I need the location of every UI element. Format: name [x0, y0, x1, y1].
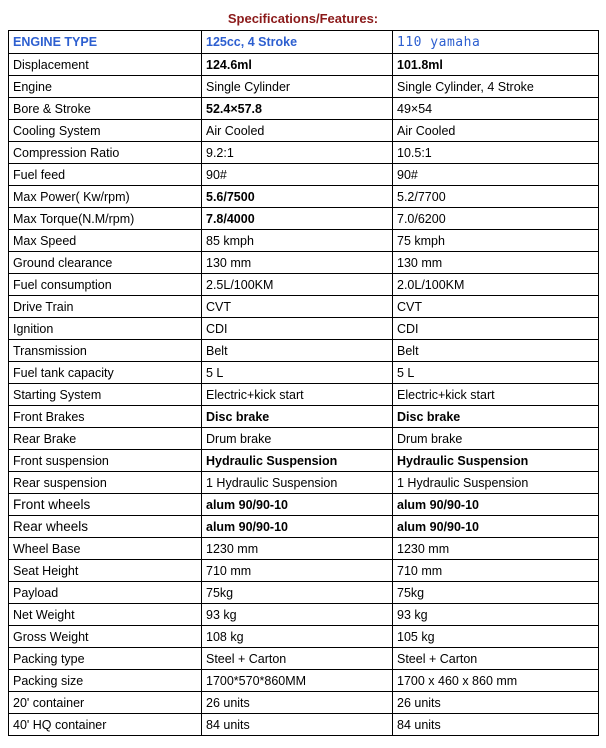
spec-row: [9, 538, 599, 560]
header-row: [9, 31, 599, 54]
spec-row: [9, 274, 599, 296]
spec-value-model-b: 2.0L/100KM: [393, 274, 599, 296]
spec-value-model-b: 1700 x 460 x 860 mm: [393, 670, 599, 692]
spec-value-model-a: alum 90/90-10: [202, 494, 393, 516]
spec-label: Packing type: [9, 648, 202, 670]
spec-value-model-a: Belt: [202, 340, 393, 362]
spec-row: [9, 670, 599, 692]
spec-value-model-a: 108 kg: [202, 626, 393, 648]
spec-label: Compression Ratio: [9, 142, 202, 164]
spec-label: Ignition: [9, 318, 202, 340]
spec-row: [9, 340, 599, 362]
spec-row: [9, 318, 599, 340]
spec-value-model-a: 1700*570*860MM: [202, 670, 393, 692]
spec-value-model-a: 1 Hydraulic Suspension: [202, 472, 393, 494]
spec-table-body: [9, 31, 599, 736]
spec-row: [9, 428, 599, 450]
sheet-title: Specifications/Features:: [227, 11, 379, 26]
spec-row: [9, 296, 599, 318]
spec-label: Transmission: [9, 340, 202, 362]
spec-value-model-b: 93 kg: [393, 604, 599, 626]
spec-value-model-b: 10.5:1: [393, 142, 599, 164]
spec-value-model-a: 90#: [202, 164, 393, 186]
spec-label: 40' HQ container: [9, 714, 202, 736]
spec-value-model-a: Hydraulic Suspension: [202, 450, 393, 472]
spec-value-model-a: alum 90/90-10: [202, 516, 393, 538]
spec-row: [9, 186, 599, 208]
spec-value-model-b: 1 Hydraulic Suspension: [393, 472, 599, 494]
spec-value-model-a: 84 units: [202, 714, 393, 736]
spec-value-model-a: Electric+kick start: [202, 384, 393, 406]
spec-value-model-b: 5 L: [393, 362, 599, 384]
spec-row: [9, 54, 599, 76]
spec-row: [9, 604, 599, 626]
spec-label: Starting System: [9, 384, 202, 406]
spec-value-model-a: 130 mm: [202, 252, 393, 274]
spec-value-model-b: 710 mm: [393, 560, 599, 582]
spec-label: Displacement: [9, 54, 202, 76]
spec-row: [9, 230, 599, 252]
spec-value-model-a: Disc brake: [202, 406, 393, 428]
spec-value-model-b: Belt: [393, 340, 599, 362]
spec-value-model-b: Single Cylinder, 4 Stroke: [393, 76, 599, 98]
spec-label: Cooling System: [9, 120, 202, 142]
spec-value-model-b: alum 90/90-10: [393, 494, 599, 516]
spec-value-model-b: 90#: [393, 164, 599, 186]
spec-value-model-a: CDI: [202, 318, 393, 340]
spec-value-model-b: Air Cooled: [393, 120, 599, 142]
spec-sheet: [8, 8, 598, 736]
header-model-a: 125cc, 4 Stroke: [202, 31, 393, 54]
spec-row: [9, 142, 599, 164]
spec-value-model-b: Steel + Carton: [393, 648, 599, 670]
spec-label: Net Weight: [9, 604, 202, 626]
spec-row: [9, 714, 599, 736]
spec-row: [9, 362, 599, 384]
spec-value-model-a: 1230 mm: [202, 538, 393, 560]
spec-label: Front Brakes: [9, 406, 202, 428]
spec-value-model-a: Steel + Carton: [202, 648, 393, 670]
spec-row: [9, 560, 599, 582]
spec-value-model-a: 710 mm: [202, 560, 393, 582]
spec-label: Fuel consumption: [9, 274, 202, 296]
spec-label: Bore & Stroke: [9, 98, 202, 120]
spec-row: [9, 626, 599, 648]
spec-value-model-a: 26 units: [202, 692, 393, 714]
spec-row: [9, 450, 599, 472]
spec-label: Wheel Base: [9, 538, 202, 560]
spec-value-model-b: 101.8ml: [393, 54, 599, 76]
spec-value-model-b: 26 units: [393, 692, 599, 714]
spec-row: [9, 516, 599, 538]
spec-value-model-a: 9.2:1: [202, 142, 393, 164]
spec-row: [9, 252, 599, 274]
spec-value-model-b: Disc brake: [393, 406, 599, 428]
spec-value-model-a: 7.8/4000: [202, 208, 393, 230]
spec-row: [9, 692, 599, 714]
spec-value-model-a: CVT: [202, 296, 393, 318]
spec-label: Rear suspension: [9, 472, 202, 494]
spec-label: Rear Brake: [9, 428, 202, 450]
spec-value-model-a: 2.5L/100KM: [202, 274, 393, 296]
spec-value-model-b: Electric+kick start: [393, 384, 599, 406]
spec-label: Ground clearance: [9, 252, 202, 274]
spec-value-model-b: 1230 mm: [393, 538, 599, 560]
spec-row: [9, 98, 599, 120]
spec-table: [8, 30, 599, 736]
spec-row: [9, 406, 599, 428]
spec-row: [9, 208, 599, 230]
spec-label: Max Torque(N.M/rpm): [9, 208, 202, 230]
spec-label: Max Power( Kw/rpm): [9, 186, 202, 208]
spec-value-model-b: 105 kg: [393, 626, 599, 648]
spec-value-model-a: 93 kg: [202, 604, 393, 626]
spec-value-model-a: Air Cooled: [202, 120, 393, 142]
spec-value-model-a: 5.6/7500: [202, 186, 393, 208]
spec-label: Fuel feed: [9, 164, 202, 186]
spec-label: Gross Weight: [9, 626, 202, 648]
header-model-b: 110 yamaha: [393, 31, 599, 54]
spec-row: [9, 472, 599, 494]
spec-value-model-a: 75kg: [202, 582, 393, 604]
spec-label: Front wheels: [9, 494, 202, 516]
spec-value-model-b: 84 units: [393, 714, 599, 736]
spec-value-model-a: Single Cylinder: [202, 76, 393, 98]
spec-row: [9, 648, 599, 670]
spec-label: Seat Height: [9, 560, 202, 582]
spec-value-model-a: 5 L: [202, 362, 393, 384]
spec-value-model-b: alum 90/90-10: [393, 516, 599, 538]
spec-value-model-b: Hydraulic Suspension: [393, 450, 599, 472]
spec-row: [9, 76, 599, 98]
spec-row: [9, 494, 599, 516]
spec-label: Drive Train: [9, 296, 202, 318]
spec-label: Max Speed: [9, 230, 202, 252]
spec-label: Packing size: [9, 670, 202, 692]
spec-row: [9, 164, 599, 186]
spec-value-model-b: Drum brake: [393, 428, 599, 450]
spec-label: Fuel tank capacity: [9, 362, 202, 384]
spec-value-model-a: 85 kmph: [202, 230, 393, 252]
spec-value-model-a: 52.4×57.8: [202, 98, 393, 120]
spec-value-model-b: 75kg: [393, 582, 599, 604]
spec-value-model-b: 75 kmph: [393, 230, 599, 252]
spec-row: [9, 582, 599, 604]
spec-value-model-b: 49×54: [393, 98, 599, 120]
spec-label: 20' container: [9, 692, 202, 714]
spec-value-model-b: CDI: [393, 318, 599, 340]
spec-value-model-a: Drum brake: [202, 428, 393, 450]
spec-value-model-b: 130 mm: [393, 252, 599, 274]
spec-label: Engine: [9, 76, 202, 98]
spec-value-model-a: 124.6ml: [202, 54, 393, 76]
spec-label: Front suspension: [9, 450, 202, 472]
spec-value-model-b: 7.0/6200: [393, 208, 599, 230]
spec-label: Payload: [9, 582, 202, 604]
spec-value-model-b: 5.2/7700: [393, 186, 599, 208]
header-label: ENGINE TYPE: [9, 31, 202, 54]
spec-label: Rear wheels: [9, 516, 202, 538]
spec-value-model-b: CVT: [393, 296, 599, 318]
spec-row: [9, 384, 599, 406]
spec-row: [9, 120, 599, 142]
